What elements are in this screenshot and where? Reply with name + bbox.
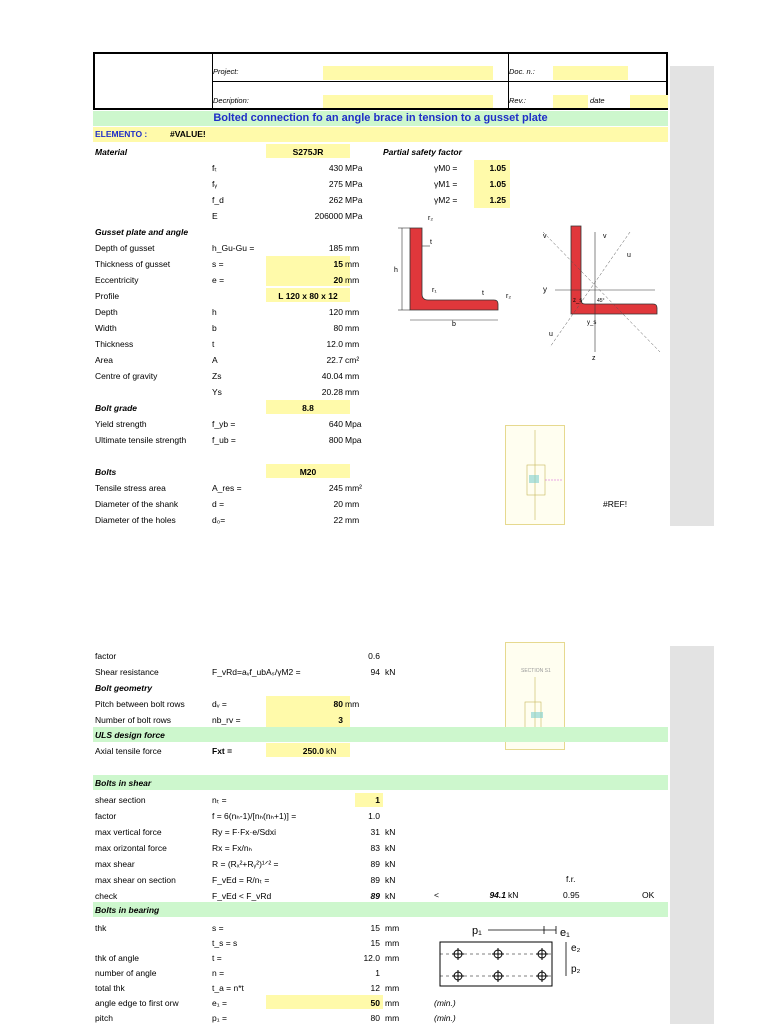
bolts-label: Diameter of the holes <box>95 515 176 525</box>
bolt_grade-value: 800 <box>328 435 343 445</box>
bearing-unit: mm <box>385 938 400 948</box>
gusset-label: Depth of gusset <box>95 243 155 253</box>
bearing-label: angle edge to first orw <box>95 998 179 1008</box>
bearing-label: total thk <box>95 983 125 993</box>
angle-section-diagram <box>384 212 512 332</box>
bolts-value: 22 <box>333 515 343 525</box>
gusset-unit: cm² <box>345 355 360 365</box>
shear-value: 1 <box>375 795 380 805</box>
material-value: 275 <box>328 179 343 189</box>
material-unit: MPa <box>345 211 363 221</box>
bearing-note: (min.) <box>434 998 456 1008</box>
shear-symbol: Rx = Fx/nₕ <box>212 843 253 853</box>
bearing-value: 80 <box>370 1013 380 1023</box>
shear_res-unit: kN <box>385 667 396 677</box>
uls-symbol: Fxt = <box>212 746 233 756</box>
bearing-value: 12.0 <box>363 953 380 963</box>
shear-unit: kN <box>385 859 396 869</box>
gusset-label: Profile <box>95 291 120 301</box>
bolt_geometry-value: 80 <box>333 699 343 709</box>
bolt-grade-value: 8.8 <box>302 403 314 413</box>
bearing-unit: mm <box>385 1013 400 1023</box>
bearing-unit: mm <box>385 953 400 963</box>
bolts-symbol: A_res = <box>212 483 242 493</box>
bearing-label: number of angle <box>95 968 157 978</box>
dim-h-label: h <box>394 267 398 274</box>
gusset-label: Thickness <box>95 339 134 349</box>
bolt_grade-unit: Mpa <box>345 419 362 429</box>
gusset-heading: Gusset plate and angle <box>95 227 189 237</box>
bearing-unit: mm <box>385 923 400 933</box>
gusset-value: 22.7 <box>326 355 343 365</box>
shear-unit: kN <box>385 843 396 853</box>
bearing-value: 50 <box>370 998 380 1008</box>
bolts-unit: mm <box>345 499 360 509</box>
gusset-symbol: b <box>212 323 217 333</box>
material-value: 206000 <box>314 211 343 221</box>
page-title: Bolted connection fo an angle brace in tension to a gusset plate <box>213 112 548 124</box>
gusset-value: 20.28 <box>321 387 343 397</box>
bolt-geometry-heading: Bolt geometry <box>95 683 153 693</box>
shear_res-label: Shear resistance <box>95 667 159 677</box>
material-unit: MPa <box>345 195 363 205</box>
axis-u2-label: u <box>549 331 553 338</box>
axis-u-label: u <box>627 252 631 259</box>
bolts-value: 245 <box>328 483 343 493</box>
safety-symbol: γM0 = <box>434 163 458 173</box>
bolts-symbol: d = <box>212 499 225 509</box>
shear-value: 89 <box>370 875 380 885</box>
bolts-value: 20 <box>333 499 343 509</box>
uls-heading: ULS design force <box>95 730 165 740</box>
shear-symbol: f = 6(nₕ-1)/[nₕ(nₕ+1)] = <box>212 811 297 821</box>
dim-t-label: t <box>430 239 432 246</box>
uls-label: Axial tensile force <box>95 746 162 756</box>
material-unit: MPa <box>345 163 363 173</box>
safety-value: 1.25 <box>489 195 506 205</box>
shear-symbol: R = (Rₓ²+Rᵧ²)¹ᐟ² = <box>212 859 279 869</box>
bolts-label: Tensile stress area <box>95 483 166 493</box>
angle-axes-diagram <box>535 212 665 362</box>
bolts-value: M20 <box>299 467 317 477</box>
doc-number-label: Doc. n.: <box>509 67 535 76</box>
bolts-symbol: d₀= <box>212 515 226 525</box>
bearing-symbol: t = <box>212 953 222 963</box>
bearing-value: 15 <box>370 923 380 933</box>
gusset-unit: mm <box>345 307 360 317</box>
gusset-value: 120 <box>328 307 343 317</box>
shear-unit: kN <box>385 827 396 837</box>
safety-symbol: γM1 = <box>434 179 458 189</box>
bearing-symbol: t_s = s <box>212 938 238 948</box>
gusset-value: L 120 x 80 x 12 <box>278 291 338 301</box>
bolt_geometry-label: Pitch between bolt rows <box>95 699 185 709</box>
ref-error: #REF! <box>603 499 628 509</box>
axis-v2-label: v <box>603 233 607 240</box>
gusset-label: Centre of gravity <box>95 371 158 381</box>
bolt-layout-diagram <box>436 918 586 998</box>
uls-unit: kN <box>326 746 337 756</box>
shear-unit: kN <box>385 891 396 901</box>
shear-symbol: F_vEd < F_vRd <box>212 891 272 901</box>
uls-value: 250.0 <box>302 746 324 756</box>
bearing-symbol: t_a = n*t <box>212 983 244 993</box>
bolt_geometry-symbol: nb_rv = <box>212 715 241 725</box>
material-heading: Material <box>95 147 128 157</box>
gusset-symbol: s = <box>212 259 224 269</box>
dim-r2-label: r₂ <box>428 215 434 222</box>
material-value: 430 <box>328 163 343 173</box>
safety-value: 1.05 <box>489 163 506 173</box>
bolt_grade-label: Ultimate tensile strength <box>95 435 187 445</box>
bolt_grade-symbol: f_yb = <box>212 419 236 429</box>
shear-symbol: Ry = F·Fx·e/Sdxi <box>212 827 276 837</box>
description-label: Decription: <box>213 96 249 105</box>
gusset-value: 80 <box>333 323 343 333</box>
angle-label: 45° <box>597 298 605 304</box>
shear-label: factor <box>95 811 117 821</box>
bearing-unit: mm <box>385 998 400 1008</box>
bearing-value: 12 <box>370 983 380 993</box>
dim-r1-label: r₁ <box>432 287 437 294</box>
gusset-symbol: h_Gu-Gu = <box>212 243 255 253</box>
gusset-value: 20 <box>333 275 343 285</box>
gusset-symbol: e = <box>212 275 225 285</box>
bearing-value: 1 <box>375 968 380 978</box>
safety-value: 1.05 <box>489 179 506 189</box>
check-resistance: 94.1 <box>489 890 506 900</box>
bolt-grade-heading: Bolt grade <box>95 403 138 413</box>
shear-unit: kN <box>385 875 396 885</box>
shear-heading: Bolts in shear <box>95 778 152 788</box>
e2-label: e₂ <box>571 943 581 954</box>
shear-value: 1.0 <box>368 811 380 821</box>
project-label: Project: <box>213 67 239 76</box>
fr-value: 0.95 <box>563 890 580 900</box>
check-resistance-unit: kN <box>508 890 519 900</box>
gusset-label: Area <box>95 355 113 365</box>
gusset-value: 15 <box>333 259 343 269</box>
bolt_geometry-value: 3 <box>338 715 343 725</box>
shear-symbol: F_vEd = R/nₜ = <box>212 875 270 885</box>
axis-z-label: z <box>592 355 596 362</box>
bolt_grade-value: 640 <box>328 419 343 429</box>
p2-label: p₂ <box>571 964 581 975</box>
bearing-note: (min.) <box>434 1013 456 1023</box>
bearing-symbol: e₁ = <box>212 998 227 1008</box>
right-margin-lower <box>670 646 714 1024</box>
material-symbol: fᵧ <box>212 179 218 189</box>
bolts-unit: mm² <box>345 483 362 493</box>
axis-v-label: v <box>543 233 547 240</box>
dim-r2b-label: r₂ <box>506 293 512 300</box>
gusset-symbol: t <box>212 339 215 349</box>
bolts-heading: Bolts <box>95 467 117 477</box>
shear-label: max shear on section <box>95 875 176 885</box>
gusset-symbol: Ys <box>212 387 222 397</box>
bolts-label: Diameter of the shank <box>95 499 179 509</box>
material-unit: MPa <box>345 179 363 189</box>
shear-value: 83 <box>370 843 380 853</box>
gusset-unit: mm <box>345 323 360 333</box>
shear_res-symbol: F_vRd=aᵥf_ubAₛ/γM2 = <box>212 667 301 677</box>
shear-value: 31 <box>370 827 380 837</box>
gusset-symbol: Zs <box>212 371 222 381</box>
gusset-unit: mm <box>345 387 360 397</box>
shear-symbol: nₜ = <box>212 795 227 805</box>
date-label: date <box>590 96 605 105</box>
material-symbol: fₜ <box>212 163 217 173</box>
dim-t2-label: t <box>482 290 484 297</box>
bearing-unit: mm <box>385 983 400 993</box>
bearing-heading: Bolts in bearing <box>95 905 160 915</box>
bolt_grade-symbol: f_ub = <box>212 435 236 445</box>
gusset-unit: mm <box>345 259 360 269</box>
check-operator: < <box>434 890 439 900</box>
bearing-label: pitch <box>95 1013 113 1023</box>
gusset-unit: mm <box>345 243 360 253</box>
bearing-value: 15 <box>370 938 380 948</box>
gusset-unit: mm <box>345 275 360 285</box>
p1-label: p₁ <box>472 925 482 937</box>
material-symbol: f_d <box>212 195 224 205</box>
gusset-value: 12.0 <box>326 339 343 349</box>
connection-detail-drawing <box>505 425 565 525</box>
fr-label: f.r. <box>566 874 576 884</box>
shear-label: max orizontal force <box>95 843 167 853</box>
shear-label: shear section <box>95 795 146 805</box>
bearing-label: thk of angle <box>95 953 139 963</box>
gusset-value: 185 <box>328 243 343 253</box>
material-symbol: E <box>212 211 218 221</box>
gusset-symbol: A <box>212 355 218 365</box>
bolts-unit: mm <box>345 515 360 525</box>
gusset-unit: mm <box>345 371 360 381</box>
bearing-label: thk <box>95 923 107 933</box>
elemento-label: ELEMENTO : <box>95 129 148 139</box>
elemento-value: #VALUE! <box>170 129 206 139</box>
shear-label: max vertical force <box>95 827 162 837</box>
material-value: 262 <box>328 195 343 205</box>
gusset-value: 40.04 <box>321 371 343 381</box>
material-grade: S275JR <box>292 147 324 157</box>
shear-label: max shear <box>95 859 135 869</box>
right-margin-upper <box>670 66 714 526</box>
safety-heading: Partial safety factor <box>383 147 462 157</box>
rev-label: Rev.: <box>509 96 526 105</box>
shear_res-value: 0.6 <box>368 651 380 661</box>
bearing-symbol: s = <box>212 923 224 933</box>
shear_res-label: factor <box>95 651 117 661</box>
gusset-label: Width <box>95 323 117 333</box>
gusset-label: Thickness of gusset <box>95 259 171 269</box>
e1-label: e₁ <box>560 927 570 939</box>
check-result: OK <box>642 890 655 900</box>
shear-value: 89 <box>370 859 380 869</box>
zs-label: z_s <box>573 298 583 304</box>
bolt_geometry-symbol: dᵥ = <box>212 699 227 709</box>
axis-y-label: y <box>543 285 547 294</box>
bolt_geometry-label: Number of bolt rows <box>95 715 172 725</box>
gusset-unit: mm <box>345 339 360 349</box>
dim-b-label: b <box>452 321 456 328</box>
gusset-label: Eccentricity <box>95 275 139 285</box>
ys-label: y_s <box>587 320 597 326</box>
gusset-label: Depth <box>95 307 118 317</box>
bearing-symbol: n = <box>212 968 225 978</box>
shear-value: 89 <box>370 891 380 901</box>
safety-symbol: γM2 = <box>434 195 458 205</box>
bolt_grade-unit: Mpa <box>345 435 362 445</box>
shear-label: check <box>95 891 118 901</box>
bolt_geometry-unit: mm <box>345 699 360 709</box>
bearing-symbol: p₁ = <box>212 1013 227 1023</box>
gusset-symbol: h <box>212 307 217 317</box>
section-s1-label: SECTION S1 <box>521 668 551 674</box>
shear_res-value: 94 <box>370 667 380 677</box>
bolt_grade-label: Yield strength <box>95 419 147 429</box>
